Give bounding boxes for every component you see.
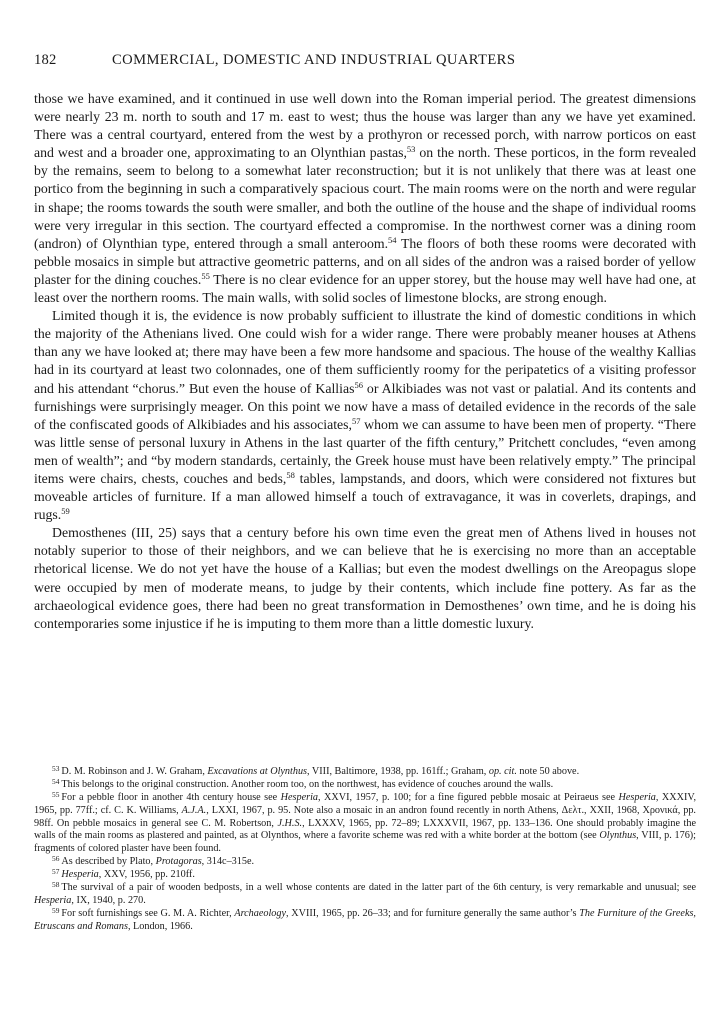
footnote-ref-54[interactable]: 54 (388, 234, 397, 245)
footnote-55: $^{55}$ For a pebble floor in another 4th century house see Hesperia, XXVI, 1957, p. 100; for a fine figured pebble mosaic at Peiraeus see Hesperia, XXXIV, 1965, pp. 77ff.; cf. C. K. Williams, A.J.A., LXXI, 1967, p. 95. Note also a mosaic in an andron found recently in north Athens, Δελτ., XXII, 1968, Χρονικά, pp. 98ff. On pebble mosaics in general see C. M. Robertson, J.H.S., LXXXV, 1965, pp. 72–89; LXXXVII, 1967, pp. 133–136. One should probably imagine the walls of the main rooms as plastered and painted, as at Olynthos, where a favorite scheme was red with a white border at the bottom (see Olynthus, VIII, p. 176); fragments of colored plaster have been found. (34, 790, 697, 854)
running-head: COMMERCIAL, DOMESTIC AND INDUSTRIAL QUARTERS (112, 52, 516, 68)
paragraph: Demosthenes (III, 25) says that a century before his own time even the great men of Athens lived in houses not notably superior to those of their neighbors, and we can believe that he is exercising no more than an acceptable rhetorical license. We do not yet have the house of a Kallias; but even the modest dwellings on the Areopagus slope were occupied by men of moderate means, to judge by their contents, which include fine pottery. As far as the archaeological evidence goes, there had been no great transformation in Demosthenes’ own time, and he is doing his contemporaries some injustice if he is imputing to them more than a little domestic luxury. (34, 525, 696, 631)
footnote-ref-55[interactable]: 55 (201, 270, 210, 281)
footnote-56: $^{56}$ As described by Plato, Protagoras, 314c–315e. (52, 853, 255, 867)
page-number: 182 (34, 52, 57, 68)
footnote-57: $^{57}$ Hesperia, XXV, 1956, pp. 210ff. (52, 867, 195, 881)
footnote-ref-53[interactable]: 53 (406, 144, 416, 155)
footnote-59: $^{59}$ For soft furnishings see G. M. A. Richter, Archaeology, XVIII, 1965, pp. 26–33; and for furniture generally the same author’s The Furniture of the Greeks, Etruscans and Romans, London, 1966. (34, 906, 696, 932)
body-text (34, 90, 696, 633)
footnote-ref-58[interactable]: 58 (286, 469, 295, 480)
paragraph: Limited though it is, the evidence is now probably sufficient to illustrate the kind of domestic conditions in which the majority of the Athenians lived. One could wish for a wider range. There were probably meaner houses at Athens than any we have looked at; there may have been a few more handsome and spacious. The house of the wealthy Kallias had in its courtyard at least two colonnades, one of them sufficiently roomy for the peripatetics of a visiting professor and his attendant “chorus.” But even the house of Kallias$^{56}$ or Alkibiades was not vast or palatial. And its contents and furnishings were surprisingly meager. On this point we now have a mass of detailed evidence in the records of the sale of the confiscated goods of Alkibiades and his associates,$^{57}$ whom we can assume to have been men of property. “There was little sense of personal luxury in Athens in the last quarter of the fifth century,” Pritchett concludes, “even among men of wealth”; and “by modern standards, certainly, the Greek house must have been relatively empty.” The principal items were chairs, chests, couches and beds,$^{58}$ tables, lampstands, and doors, which were considered not fixtures but moveable articles of furniture. If a man allowed himself a touch of extravagance, it was in coverlets, drapings, and rugs.$^{59}$ (34, 308, 697, 523)
footnote-53: $^{53}$ D. M. Robinson and J. W. Graham, Excavations at Olynthus, VIII, Baltimore, 1938, pp. 161ff.; Graham, op. cit. note 50 above. (52, 764, 580, 777)
page-header (34, 52, 696, 74)
footnote-ref-59[interactable]: 59 (61, 506, 70, 517)
paragraph: those we have examined, and it continued in use well down into the Roman imperial period. The greatest dimensions were nearly 23 m. north to south and 17 m. east to west; thus the house was larger than any we have yet examined. There was a central courtyard, entered from the west by a prothyron or recessed porch, with narrow porticos on east and west and a broader one, approximating to an Olynthian pastas,$^{53}$ on the north. These porticos, in the form revealed by the remains, seem to belong to a somewhat later reconstruction; but it is not unlikely that there was at least one portico from the beginning in such a comparatively spacious court. The main rooms were on the north and were regular in shape; the rooms towards the south were smaller, and both the outline of the house and the shape of individual rooms were very irregular in this section. The courtyard effected a compromise. In the northwest corner was a dining room (andron) of Olynthian type, entered through a small anteroom.$^{54}$ The floors of both these rooms were decorated with pebble mosaics in simple but attractive geometric patterns, and on all sides of the andron was a raised border of yellow plaster for the dining couches.$^{55}$ There is no clear evidence for an upper storey, but the house may well have had one, at least over the northern rooms. The main walls, with solid socles of limestone blocks, are strong enough. (34, 91, 696, 306)
footnote-ref-57[interactable]: 57 (352, 415, 361, 426)
footnote-ref-56[interactable]: 56 (354, 379, 363, 390)
footnotes (34, 766, 696, 934)
footnote-54: $^{54}$ This belongs to the original construction. Another room too, on the northwest, has evidence of couches around the walls. (52, 777, 554, 791)
footnote-58: $^{58}$ The survival of a pair of wooden bedposts, in a well whose contents are dated in the latter part of the 6th century, is very remarkable and unusual; see Hesperia, IX, 1940, p. 270. (34, 880, 696, 906)
